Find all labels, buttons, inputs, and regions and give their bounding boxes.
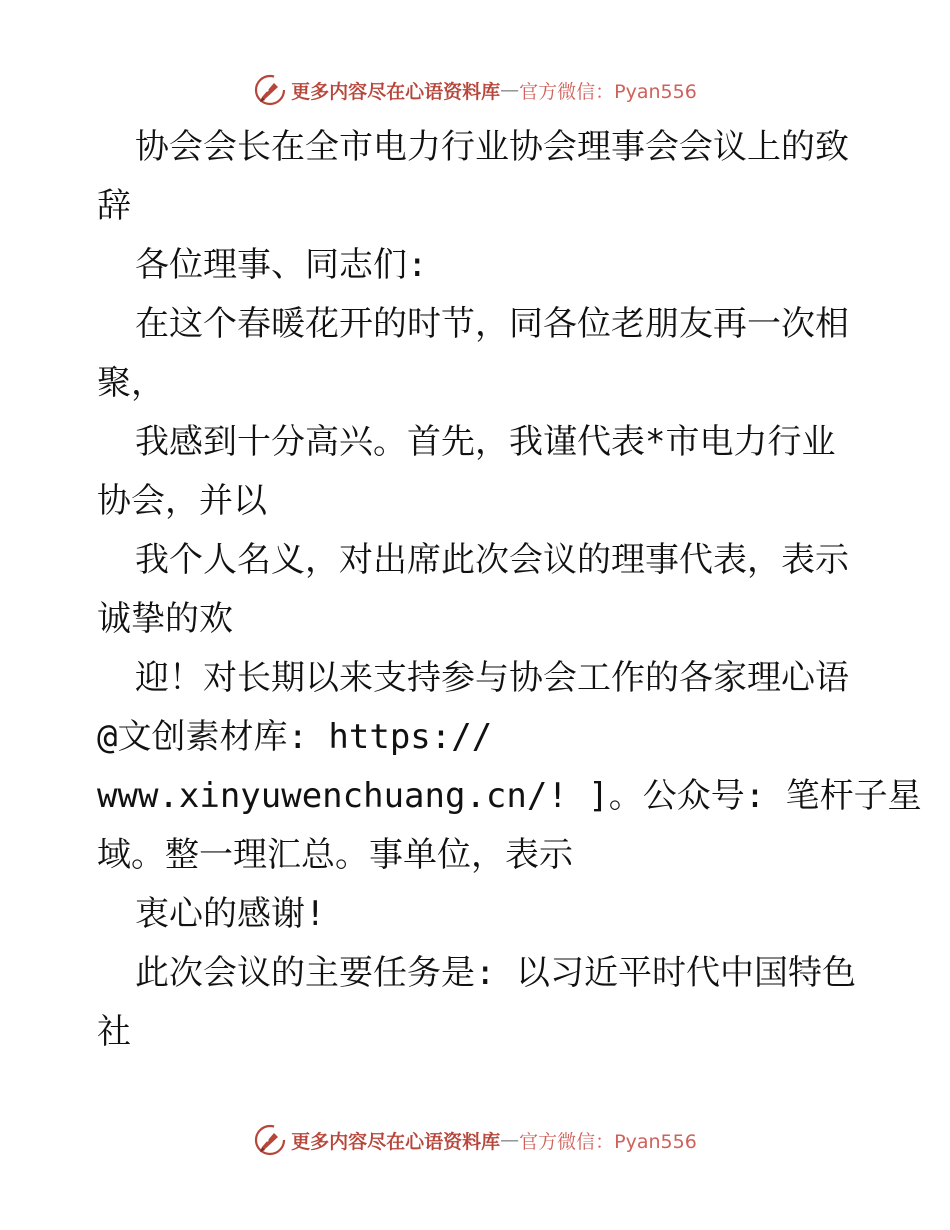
text-line: 聚， bbox=[97, 363, 165, 403]
text-line: 衷心的感谢! bbox=[135, 894, 326, 934]
pen-nib-logo-icon bbox=[253, 73, 287, 107]
text-line: www.xinyuwenchuang.cn/! ]。公众号: 笔杆子星 bbox=[97, 776, 922, 816]
banner-contact-text: 官方微信：Pyan556 bbox=[519, 80, 697, 103]
text-line: @文创素材库: https:// bbox=[97, 717, 493, 757]
banner-main-text: 更多内容尽在心语资料库 bbox=[291, 80, 501, 103]
header-watermark-banner bbox=[0, 70, 950, 110]
text-line: 协会会长在全市电力行业协会理事会会议上的致 bbox=[135, 127, 849, 167]
banner-contact-text: 官方微信：Pyan556 bbox=[519, 1130, 697, 1153]
document-body bbox=[97, 118, 922, 1062]
text-line: 在这个春暖花开的时节，同各位老朋友再一次相 bbox=[135, 304, 849, 344]
text-line: 社 bbox=[97, 1012, 131, 1052]
pen-nib-logo-icon bbox=[253, 1123, 287, 1157]
text-line: 各位理事、同志们: bbox=[135, 245, 428, 285]
footer-watermark-banner bbox=[0, 1120, 950, 1160]
text-line: 辞 bbox=[97, 186, 131, 226]
text-line: 迎！对长期以来支持参与协会工作的各家理心语 bbox=[135, 658, 849, 698]
banner-separator: — bbox=[500, 79, 520, 101]
text-line: 此次会议的主要任务是: 以习近平时代中国特色 bbox=[135, 953, 856, 993]
text-line: 域。整一理汇总。事单位，表示 bbox=[97, 835, 573, 875]
text-line: 我个人名义，对出席此次会议的理事代表，表示 bbox=[135, 540, 849, 580]
banner-main-text: 更多内容尽在心语资料库 bbox=[291, 1130, 501, 1153]
text-line: 协会，并以 bbox=[97, 481, 267, 521]
banner-separator: — bbox=[500, 1129, 520, 1151]
text-line: 我感到十分高兴。首先，我谨代表*市电力行业 bbox=[135, 422, 836, 462]
text-line: 诚挚的欢 bbox=[97, 599, 233, 639]
